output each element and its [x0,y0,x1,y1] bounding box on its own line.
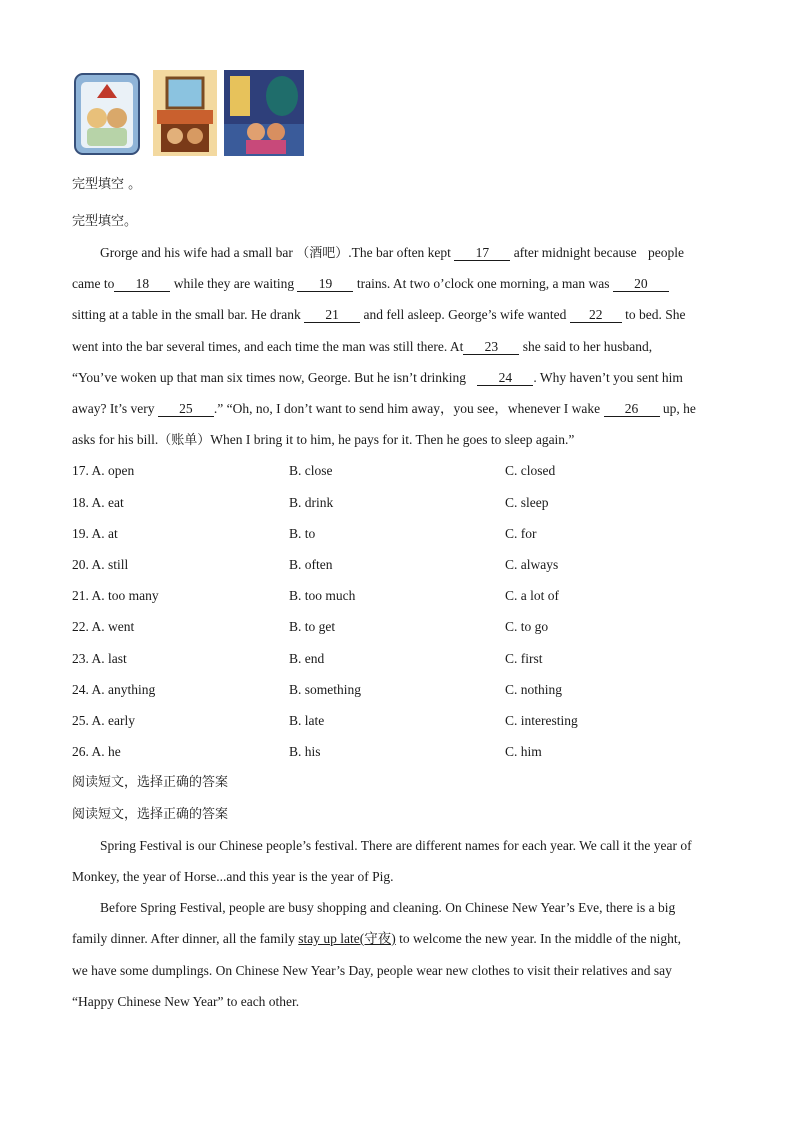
reading-p1-line-2: Monkey, the year of Horse...and this year is the year of Pig. [72,869,394,884]
passage-line-2: came to 18 while they are waiting 19 trains. At two o’clock one morning, a man was 20 [72,275,669,293]
option-a[interactable]: 18. A. eat [72,495,124,510]
option-c[interactable]: C. interesting [505,713,578,728]
option-a[interactable]: 25. A. early [72,713,135,728]
option-b[interactable]: B. too much [289,588,356,603]
option-b[interactable]: B. drink [289,495,334,510]
option-a[interactable]: 24. A. anything [72,682,156,697]
option-c[interactable]: C. to go [505,619,549,634]
blank-18[interactable]: 18 [114,276,170,292]
passage-line-7: asks for his bill.（账单）When I bring it to him, he pays for it. Then he goes to sleep again.” [72,432,575,448]
option-a[interactable]: 20. A. still [72,557,129,572]
option-a[interactable]: 21. A. too many [72,588,159,603]
passage-line-6: away? It’s very 25 .” “Oh, no, I don’t want to send him away，you see，whenever I wake 26 up, he [72,401,696,416]
bar-sign-illustration [73,70,141,156]
option-c[interactable]: C. him [505,744,542,759]
option-c[interactable]: C. always [505,557,559,572]
option-b[interactable]: B. late [289,713,325,728]
blank-19[interactable]: 19 [297,276,353,292]
blank-17[interactable]: 17 [454,245,510,261]
option-a[interactable]: 26. A. he [72,744,121,759]
blank-20[interactable]: 20 [613,276,669,292]
option-b[interactable]: B. to get [289,619,336,634]
passage-line-3: sitting at a table in the small bar. He drank 21 and fell asleep. George’s wife wanted 22 to bed. She [72,307,686,322]
blank-24[interactable]: 24 [477,370,533,386]
option-a[interactable]: 17. A. open [72,463,135,478]
option-c[interactable]: C. nothing [505,682,563,697]
passage-line-4: went into the bar several times, and each time the man was still there. At 23 she said to her husband, [72,339,653,354]
reading-p1-line-1: Spring Festival is our Chinese people’s festival. There are different names for each year. We call it the year of [100,838,692,853]
reading-p2-line-3: we have some dumplings. On Chinese New Year’s Day, people wear new clothes to visit their relatives and say [72,963,672,978]
blank-26[interactable]: 26 [604,401,660,417]
reading-p2-line-4: “Happy Chinese New Year” to each other. [72,994,300,1009]
passage-line-1: Grorge and his wife had a small bar （酒吧）.The bar often kept 17 after midnight because people [100,245,685,261]
section-heading-reading: 阅读短文，选择正确的答案 [72,775,229,790]
blank-25[interactable]: 25 [158,401,214,417]
option-a[interactable]: 19. A. at [72,526,118,541]
option-a[interactable]: 23. A. last [72,651,127,666]
section-heading-cloze: 完型填空 。 [72,177,142,192]
option-b[interactable]: B. close [289,463,333,478]
night-scene-illustration [224,70,304,156]
option-b[interactable]: B. his [289,744,321,759]
section-heading-reading-repeat: 阅读短文，选择正确的答案 [72,807,229,822]
blank-21[interactable]: 21 [304,307,360,323]
option-a[interactable]: 22. A. went [72,619,135,634]
option-c[interactable]: C. sleep [505,495,549,510]
option-c[interactable]: C. a lot of [505,588,559,603]
fireplace-room-illustration [153,70,217,156]
option-c[interactable]: C. closed [505,463,556,478]
blank-23[interactable]: 23 [463,339,519,355]
option-b[interactable]: B. end [289,651,325,666]
reading-p2-line-1: Before Spring Festival, people are busy shopping and cleaning. On Chinese New Year’s Eve, there is a big [100,900,676,915]
underlined-phrase: stay up late(守夜) [298,931,396,946]
blank-22[interactable]: 22 [570,307,622,323]
section-heading-cloze-repeat: 完型填空。 [72,214,138,229]
option-c[interactable]: C. first [505,651,543,666]
option-b[interactable]: B. often [289,557,333,572]
passage-line-5: “You’ve woken up that man six times now, George. But he isn’t drinking 24 . Why haven’t you sent him [72,370,683,385]
reading-p2-line-2: family dinner. After dinner, all the family stay up late(守夜) to welcome the new year. In the middle of the night, [72,931,682,946]
option-c[interactable]: C. for [505,526,537,541]
option-b[interactable]: B. something [289,682,362,697]
option-b[interactable]: B. to [289,526,316,541]
